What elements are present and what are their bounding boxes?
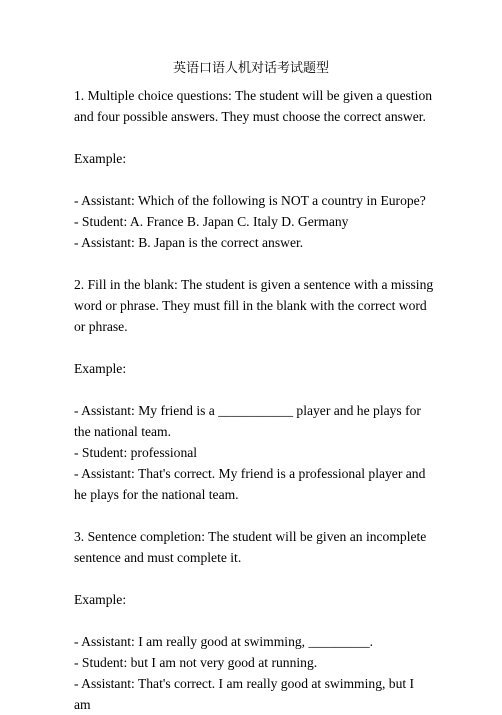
spacer [74,610,434,631]
spacer [74,127,434,148]
section-1-example-label: Example: [74,151,127,166]
section-2-example-label: Example: [74,361,127,376]
document-body [74,85,434,715]
spacer [74,253,434,274]
section-2-line-3: - Assistant: That's correct. My friend is a professional player and he plays for the national team. [74,466,426,502]
spacer [74,505,434,526]
document-title: 英语口语人机对话考试题型 [172,61,329,76]
spacer [74,379,434,400]
spacer [74,337,434,358]
section-3-line-2: - Student: but I am not very good at running. [74,655,318,670]
spacer [74,568,434,589]
section-3-line-1: - Assistant: I am really good at swimming, _________. [74,634,374,649]
spacer [74,169,434,190]
section-2-line-2: - Student: professional [74,445,198,460]
section-3-heading: 3. Sentence completion: The student will be given an incomplete sentence and must complete it. [74,529,427,565]
section-3-example-label: Example: [74,592,127,607]
section-1-line-2: - Student: A. France B. Japan C. Italy D. Germany [74,214,349,229]
section-2-line-1: - Assistant: My friend is a ___________ player and he plays for the national team. [74,403,421,439]
section-1-heading: 1. Multiple choice questions: The student will be given a question and four possible answers. They must choose the correct answer. [74,88,433,124]
section-3-line-3: - Assistant: That's correct. I am really good at swimming, but I am [74,676,415,712]
section-1-line-3: - Assistant: B. Japan is the correct answer. [74,235,304,250]
section-1-line-1: - Assistant: Which of the following is NOT a country in Europe? [74,193,426,208]
section-2-heading: 2. Fill in the blank: The student is given a sentence with a missing word or phrase. They must fill in the blank with the correct word or phrase. [74,277,434,334]
